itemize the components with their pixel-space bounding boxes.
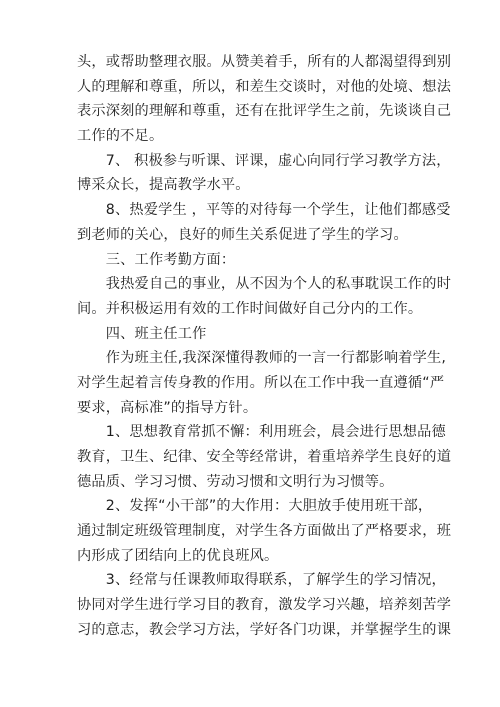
text-line-18: 德品质、学习习惯、劳动习惯和文明行为习惯等。 (77, 473, 394, 490)
text-line-16: 1、思想教育常抓不懈：利用班会，晨会进行思想品德 (77, 424, 446, 441)
text-line-21: 内形成了团结向上的优良班风。 (77, 547, 279, 564)
text-line-15: 要求，高标准”的指导方针。 (77, 399, 258, 416)
text-line-23: 协同对学生进行学习目的教育，激发学习兴趣，培养刻苦学 (77, 597, 452, 614)
text-line-22: 3、经常与任课教师取得联系，了解学生的学习情况， (77, 572, 446, 589)
text-line-24: 习的意志，教会学习方法，学好各门功课，并掌握学生的课 (77, 621, 452, 638)
text-line-17: 教育，卫生、纪律、安全等经常讲，着重培养学生良好的道 (77, 449, 452, 465)
text-line-5: 7、 积极参与听课、评课，虚心向同行学习教学方法， (77, 152, 451, 169)
text-line-13: 作为班主任,我深深懂得教师的一言一行都影响着学生, (77, 350, 447, 367)
text-line-19: 2、发挥“小干部”的大作用：大胆放手使用班干部， (77, 498, 433, 515)
text-line-3: 表示深刻的理解和尊重，还有在批评学生之前，先谈谈自己 (77, 103, 452, 120)
text-line-4: 工作的不足。 (77, 128, 164, 145)
text-line-20: 通过制定班级管理制度，对学生各方面做出了严格要求，班 (77, 523, 452, 540)
text-line-14: 对学生起着言传身教的作用。所以在工作中我一直遵循“严 (77, 374, 445, 391)
section-heading-attendance: 三、工作考勤方面： (77, 251, 236, 268)
document-body (77, 50, 452, 643)
text-line-11: 间。并积极运用有效的工作时间做好自己分内的工作。 (77, 300, 423, 317)
text-line-6: 博采众长，提高教学水平。 (77, 177, 250, 194)
text-line-1: 头，或帮助整理衣服。从赞美着手，所有的人都渴望得到别 (77, 54, 452, 70)
text-line-8: 到老师的关心，良好的师生关系促进了学生的学习。 (77, 226, 408, 243)
text-line-10: 我热爱自己的事业，从不因为个人的私事耽误工作的时 (77, 276, 452, 293)
section-heading-class-teacher: 四、班主任工作 (77, 325, 207, 342)
text-line-2: 人的理解和尊重，所以，和差生交谈时，对他的处境、想法 (77, 78, 452, 95)
text-line-7: 8、热爱学生 ，平等的对待每一个学生，让他们都感受 (77, 202, 451, 219)
